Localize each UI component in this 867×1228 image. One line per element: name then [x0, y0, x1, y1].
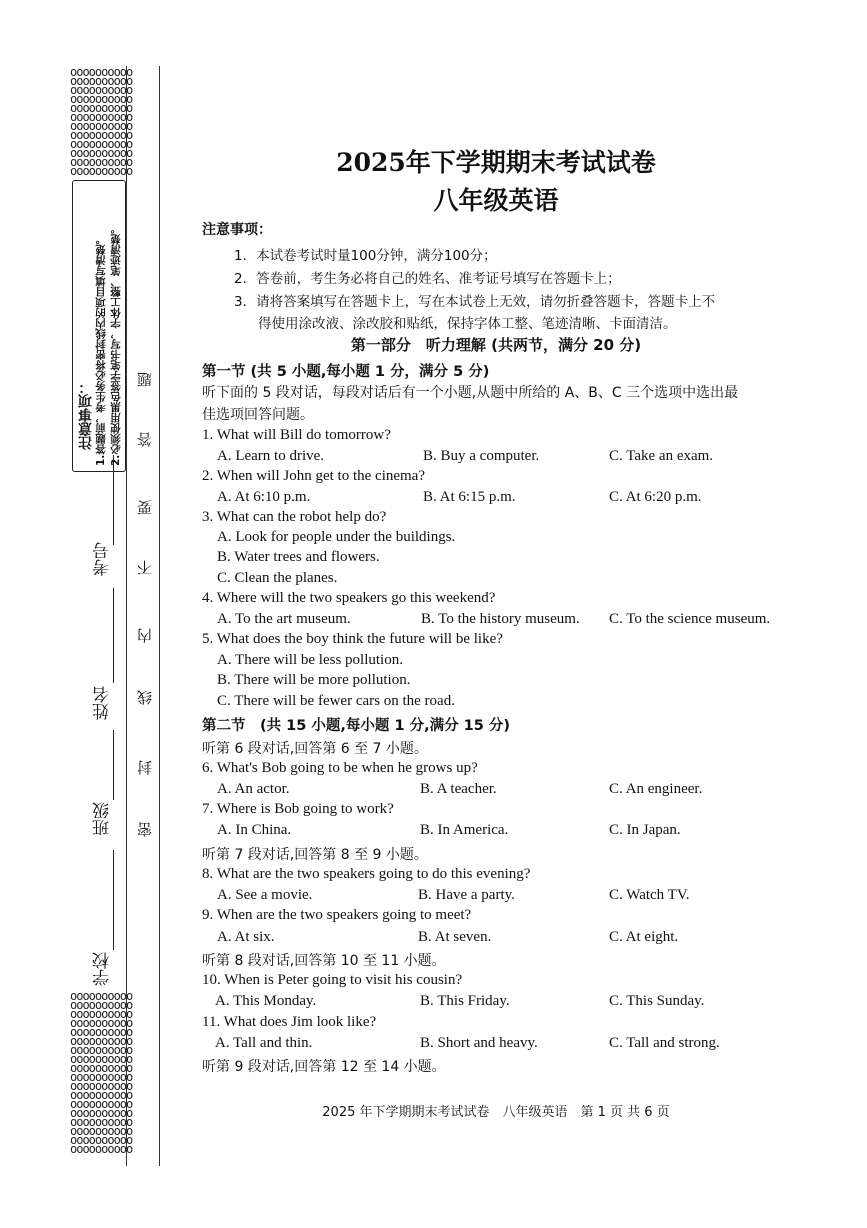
binding-rings-bottom: oooooooooo oooooooooo oooooooooo oooooooooo oooooooooo oooooooooo oooooooooo oooooooooo oooooooooo oooooooooo oooooooooo oooooooooo oooooooooo oooooooooo oooooooooo oooooooooo oooooooooo oooooooooo	[70, 989, 133, 1156]
q4-option-c: C. To the science museum.	[609, 611, 771, 627]
seal-char-2: 答	[136, 432, 154, 447]
binding-rings-top: oooooooooo oooooooooo oooooooooo oooooooooo oooooooooo oooooooooo oooooooooo oooooooooo oooooooooo oooooooooo oooooooooo oooooooooo	[70, 65, 133, 178]
seal-char-4: 不	[136, 560, 154, 575]
q1-option-b: B. Buy a computer.	[423, 448, 540, 464]
q1-option-a: A. Learn to drive.	[217, 448, 325, 464]
q6-option-b: B. A teacher.	[420, 781, 497, 797]
q10-option-a: A. This Monday.	[215, 993, 317, 1009]
question-4: 4. Where will the two speakers go this weekend?	[202, 590, 496, 606]
margin-notice-title: 注意事项：	[78, 380, 94, 450]
q7-option-b: B. In America.	[420, 822, 509, 838]
question-5: 5. What does the boy think the future will be like?	[202, 631, 503, 647]
q8-option-b: B. Have a party.	[418, 887, 515, 903]
q9-option-b: B. At seven.	[418, 929, 492, 945]
q11-option-c: C. Tall and strong.	[609, 1035, 720, 1051]
dialog-9-instruction: 听第 9 段对话,回答第 12 至 14 小题。	[202, 1059, 446, 1075]
margin-notice-line-2: 2.必须使用黑色签字笔书写，字体工整、笔迹清楚。	[110, 223, 122, 466]
section-1-heading: 第一节 (共 5 小题,每小题 1 分，满分 5 分)	[202, 364, 490, 380]
q3-option-a: A. Look for people under the buildings.	[217, 529, 456, 545]
question-9: 9. When are the two speakers going to meet?	[202, 907, 472, 923]
question-7: 7. Where is Bob going to work?	[202, 801, 394, 817]
q11-option-b: B. Short and heavy.	[420, 1035, 538, 1051]
field-line-4	[113, 850, 114, 950]
seal-char-1: 题	[136, 372, 154, 387]
note-2: 2．答卷前，考生务必将自己的姓名、准考证号填写在答题卡上；	[234, 271, 621, 287]
q9-option-a: A. At six.	[217, 929, 275, 945]
binding-line-2	[159, 66, 160, 1166]
field-exam-number: 考号	[93, 542, 113, 576]
q2-option-b: B. At 6:15 p.m.	[423, 489, 516, 505]
section-2-heading: 第二节 (共 15 小题,每小题 1 分,满分 15 分)	[202, 718, 511, 734]
note-3: 3．请将答案填写在答题卡上，写在本试卷上无效，请勿折叠答题卡，答题卡上不	[234, 294, 716, 310]
question-6: 6. What's Bob going to be when he grows up?	[202, 760, 478, 776]
q7-option-c: C. In Japan.	[609, 822, 681, 838]
q6-option-c: C. An engineer.	[609, 781, 703, 797]
q5-option-a: A. There will be less pollution.	[217, 652, 403, 668]
binding-line-1	[126, 66, 127, 1166]
seal-char-8: 密	[136, 822, 154, 837]
question-8: 8. What are the two speakers going to do this evening?	[202, 866, 531, 882]
q8-option-c: C. Watch TV.	[609, 887, 690, 903]
q9-option-c: C. At eight.	[609, 929, 679, 945]
q6-option-a: A. An actor.	[217, 781, 290, 797]
note-1: 1．本试卷考试时量100分钟，满分100分；	[234, 248, 497, 264]
notes-heading: 注意事项：	[202, 222, 272, 238]
q4-option-b: B. To the history museum.	[421, 611, 580, 627]
q2-option-c: C. At 6:20 p.m.	[609, 489, 702, 505]
q4-option-a: A. To the art museum.	[217, 611, 351, 627]
q3-option-b: B. Water trees and flowers.	[217, 549, 380, 565]
q1-option-c: C. Take an exam.	[609, 448, 714, 464]
exam-subject: 八年级英语	[433, 186, 559, 215]
field-line-1	[113, 455, 114, 545]
question-11: 11. What does Jim look like?	[202, 1014, 377, 1030]
page-footer: 2025 年下学期期末考试试卷 八年级英语 第 1 页 共 6 页	[322, 1105, 670, 1120]
q8-option-a: A. See a movie.	[217, 887, 313, 903]
question-10: 10. When is Peter going to visit his cousin?	[202, 972, 463, 988]
q7-option-a: A. In China.	[217, 822, 292, 838]
question-2: 2. When will John get to the cinema?	[202, 468, 426, 484]
dialog-7-instruction: 听第 7 段对话,回答第 8 至 9 小题。	[202, 847, 428, 863]
q5-option-c: C. There will be fewer cars on the road.	[217, 693, 455, 709]
field-line-3	[113, 730, 114, 800]
section-1-instruction-2: 佳选项回答问题。	[202, 407, 314, 423]
dialog-6-instruction: 听第 6 段对话,回答第 6 至 7 小题。	[202, 741, 428, 757]
q10-option-b: B. This Friday.	[420, 993, 510, 1009]
q2-option-a: A. At 6:10 p.m.	[217, 489, 311, 505]
note-3-cont: 得使用涂改液、涂改胶和贴纸，保持字体工整、笔迹清晰、卡面清洁。	[258, 316, 677, 332]
dialog-8-instruction: 听第 8 段对话,回答第 10 至 11 小题。	[202, 953, 446, 969]
field-class: 班级	[93, 802, 113, 836]
q11-option-a: A. Tall and thin.	[215, 1035, 313, 1051]
part-1-heading: 第一部分 听力理解 (共两节，满分 20 分)	[350, 336, 642, 354]
question-1: 1. What will Bill do tomorrow?	[202, 427, 391, 443]
seal-char-6: 线	[136, 690, 154, 705]
section-1-instruction-1: 听下面的 5 段对话，每段对话后有一个小题,从题中所给的 A、B、C 三个选项中选出最	[202, 385, 739, 401]
question-3: 3. What can the robot help do?	[202, 509, 387, 525]
q10-option-c: C. This Sunday.	[609, 993, 705, 1009]
seal-char-3: 要	[136, 500, 154, 515]
field-school: 学校	[93, 952, 113, 986]
field-name: 姓名	[93, 686, 113, 720]
margin-notice-line-1: 1.答题前，考生务必将密封线内的项目填写清楚。	[95, 234, 107, 466]
seal-char-7: 封	[136, 760, 154, 775]
seal-char-5: 内	[136, 628, 154, 643]
field-line-2	[113, 588, 114, 683]
q5-option-b: B. There will be more pollution.	[217, 672, 411, 688]
q3-option-c: C. Clean the planes.	[217, 570, 338, 586]
exam-title: 2025年下学期期末考试试卷	[336, 148, 656, 177]
